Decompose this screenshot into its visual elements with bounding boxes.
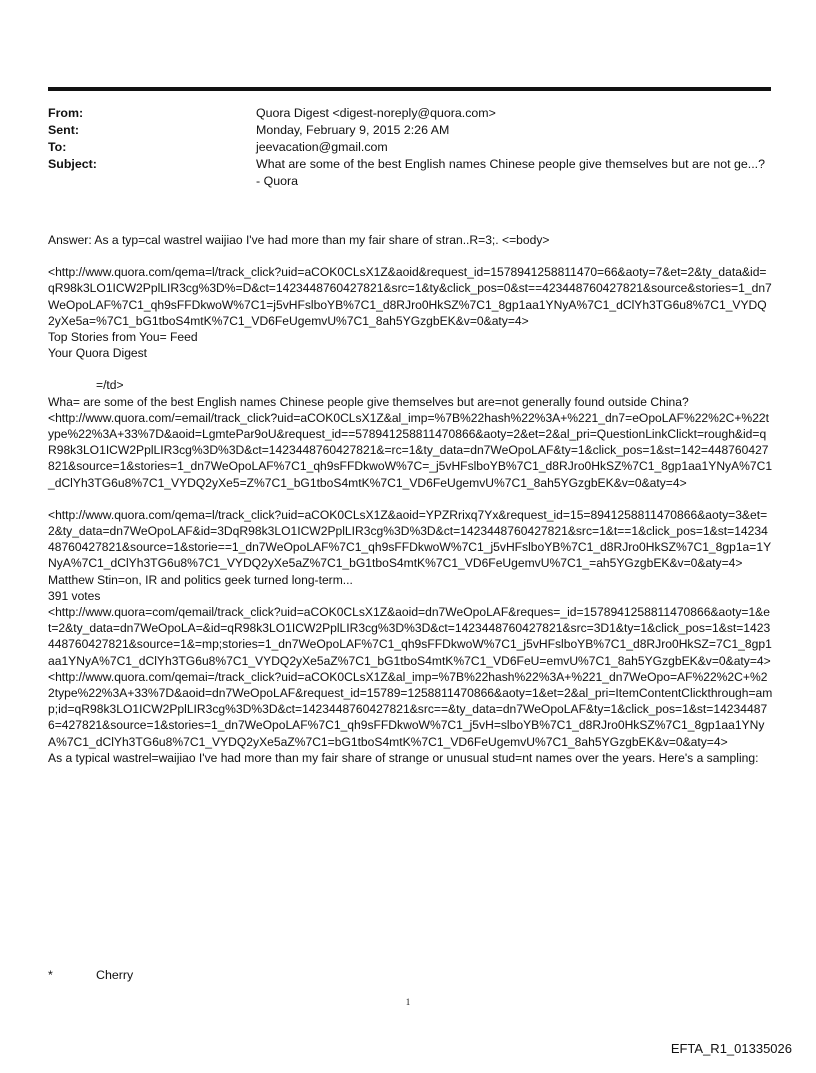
question-title: Wha= are some of the best English names Chinese people give themselves but are=not generally found outside China? [48, 394, 689, 409]
subject-label: Subject: [48, 157, 97, 171]
to-label: To: [48, 140, 67, 154]
subject-value: What are some of the best English names Chinese people give themselves but are not ge...? - Quora [256, 157, 765, 188]
tracking-link-2: <http://www.quora.com/=email/track_click?uid=aCOK0CLsX1Z&al_imp=%7B%22hash%22%3A+%221_dn7=eOpoLAF%22%2C+%22type%22%3A+33%7D&aoid=LgmtePar9oU&request_id==578941258811470866&aoty=2&et=2&al_pri=QuestionLinkClickt=rough&id=qR98k3LO1ICW2PplLIR3cg%3D%3D&ct=1423448760427821&=rc=1&ty_data=dn7WeOpoLAF&ty=1&click_pos=1&st=142=448760427821&source=1&stories=1_dn7WeOpoLAF%7C1_qh9sFFDkwoW%7C=_j5vHFslboYB%7C1_d8RJro0HkSZ%7C1_8gp1aa1YNyA%7C1_dClYh3TG6u8%7C1_VYDQ2yXe5=Z%7C1_bG1tboS4mtK%7C1_VD6FeUgemvU%7C1_8ah5YGzgbEK&v=0&aty=4> [48, 410, 773, 490]
tracking-link-4: <http://www.quora=com/qemail/track_click?uid=aCOK0CLsX1Z&aoid=dn7WeOpoLAF&reques=_id=1578941258811470866&aoty=1&et=2&ty_data=dn7WeOpoLA=&id=qR98k3LO1ICW2PplLIR3cg%3D%3D&ct=1423448760427821&src=3D1&ty=1&click_pos=1&st=1423448760427821&source=1&=mp;stories=1_dn7WeOpoLAF%7C1_qh9sFFDkwoW%7C1_j5vHFslboYB%7C1_d8RJro0HkSZ=7C1_8gp1aa1YNyA%7C1_dClYh3TG6u8%7C1_VYDQ2yXe5aZ%7C1_bG1tboS4mtK%7C1_VD6FeU=emvU%7C1_8ah5YGzgbEK&v=0&aty=4> [48, 605, 772, 668]
sent-label: Sent: [48, 123, 79, 137]
bullet-marker: * [48, 968, 53, 982]
answer-line: Answer: As a typ=cal wastrel waijiao I've had more than my fair share of stran..R=3;. <=body> [48, 233, 550, 247]
sent-row [48, 122, 771, 139]
tracking-link-5: <http://www.quora.com/qemai=/track_click?uid=aCOK0CLsX1Z&al_imp=%7B%22hash%22%3A+%221_dn7WeOpo=AF%22%2C+%22type%22%3A+33%7D&aoid=dn7WeOpoLAF&request_id=15789=1258811470866&aoty=1&et=2&al_pri=ItemContentClickthrough=amp;id=qR98k3LO1ICW2PplLIR3cg%3D%3D&ct=1423448760427821&src==&ty_data=dn7WeOpoLAF&ty=1&click_pos=1&st=142344876=427821&source=1&stories=1_dn7WeOpoLAF%7C1_qh9sFFDkwoW%7C1_j5vH=slboYB%7C1_d8RJro0HkSZ%7C1_8gp1aa1YNyA%7C1_dClYh3TG6u8%7C1_VYDQ2yXe5aZ%7C1=bG1tboS4mtK%7C1_VD6FeUgemvU%7C1_8ah5YGzgbEK&v=0&aty=4> [48, 669, 773, 749]
document-id: EFTA_R1_01335026 [670, 1041, 792, 1056]
closing-paragraph: As a typical wastrel=waijiao I've had more than my fair share of strange or unusual stud=nt names over the years. Here's a sampling: [48, 750, 759, 765]
td-tag: =/td> [96, 378, 124, 393]
from-value: Quora Digest <digest-noreply@quora.com> [256, 106, 496, 120]
to-row [48, 139, 771, 156]
email-body [48, 232, 773, 766]
tracking-link-3: <http://www.quora.com/qema=l/track_click?uid=aCOK0CLsX1Z&aoid=YPZRrixq7Yx&request_id=15=8941258811470866&aoty=3&et=2&ty_data=dn7WeOpoLAF&id=3DqR98k3LO1ICW2PplLIR3cg%3D%3D&ct=1423448760427821&src=1&t==1&click_pos=1&st=1423448760427821&source=1&storie==1_dn7WeOpoLAF%7C1_qh9sFFDkwoW%7C1_j5vHFslboYB%7C1_d8RJro0HkSZ%7C1_8gp1a=1YNyA%7C1_dClYh3TG6u8%7C1_VYDQ2yXe5aZ%7C1_bG1tboS4mtK%7C1_VD6FeUgemvU%7C1_=ah5YGzgbEK&v=0&aty=4> [48, 507, 772, 571]
from-row [48, 105, 771, 122]
top-stories-line: Top Stories from You= Feed [48, 330, 198, 345]
header-rule [48, 87, 771, 91]
votes-count: 391 votes [48, 588, 101, 603]
email-header [48, 105, 771, 190]
sent-value: Monday, February 9, 2015 2:26 AM [256, 123, 450, 137]
digest-title: Your Quora Digest [48, 346, 148, 361]
author-line: Matthew Stin=on, IR and politics geek turned long-term... [48, 572, 353, 587]
bullet-text: Cherry [96, 968, 134, 982]
subject-row [48, 156, 771, 190]
from-label: From: [48, 106, 84, 120]
to-value: jeevacation@gmail.com [256, 140, 388, 154]
tracking-link-1: <http://www.quora.com/qema=l/track_click?uid=aCOK0CLsX1Z&aoid&request_id=1578941258811470=66&aoty=7&et=2&ty_data&id=qR98k3LO1ICW2PplLIR3cg%3D%=D&ct=1423448760427821&src=1&ty&click_pos=0&st==423448760427821&source&stories=1_dn7WeOpoLAF%7C1_qh9sFFDkwoW%7C1=j5vHFslboYB%7C1_d8RJro0HkSZ%7C1_8gp1aa1YNyA%7C1_dClYh3TG6u8%7C1_VYDQ2yXe5a=%7C1_bG1tboS4mtK%7C1_VD6FeUgemvU%7C1_8ah5YGzgbEK&v=0&aty=4> [48, 265, 772, 328]
page-number: 1 [405, 997, 411, 1007]
bullet-item [48, 968, 133, 982]
